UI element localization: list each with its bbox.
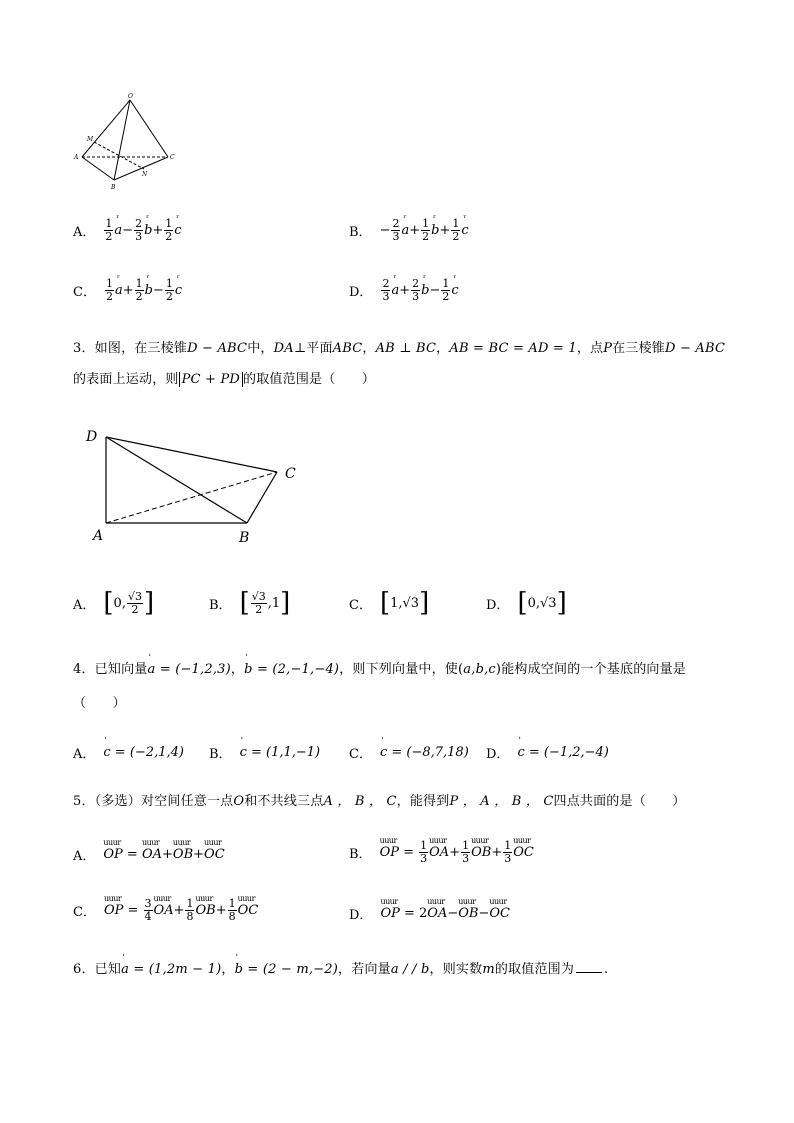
q5-option-d[interactable]: D． uuur OP = 2 uuur OA − uuur OB − uuur OC [349, 904, 510, 923]
q3-stem-line2: 的表面上运动，则 PC + PD 的取值范围是（ ） [73, 372, 376, 387]
q3-pyramid-figure [84, 425, 314, 550]
q3-option-c[interactable]: C． [ 1,√3 ] [349, 588, 430, 618]
q3-label-c: C [285, 466, 296, 482]
q2-option-c[interactable]: C． $\frac{1}{2}$ ʳ a + $\frac{1}{2}$ ʳ b − $\frac{1}{2}$ ʳ c [73, 278, 182, 303]
q4-option-a[interactable]: A． ˈ c = (−2,1,4) [73, 743, 184, 762]
q4-stem-line2: （ ） [73, 696, 126, 711]
q3-label-b: B [239, 530, 250, 546]
q4-option-c[interactable]: C． ˈ c = (−8,7,18) [349, 743, 469, 762]
q3-option-d[interactable]: D． [ 0,√3 ] [486, 588, 567, 618]
q2-label-n: N [142, 171, 148, 178]
q3-label-d: D [86, 429, 98, 445]
q2-option-b[interactable]: B． − $\frac{2}{3}$ ʳ a + $\frac{1}{2}$ ʳ b + $\frac{1}{2}$ ʳ c [349, 218, 469, 243]
q3-option-b[interactable]: B． [ $\frac{√3}{2}$ ,1 ] [209, 588, 291, 618]
q4-option-d[interactable]: D． ˈ c = (−1,2,−4) [486, 743, 609, 762]
q2-tetrahedron-figure [68, 92, 188, 192]
q2-label-b: B [111, 184, 116, 191]
q2-label-a: A [74, 154, 79, 161]
q6-answer-blank[interactable] [576, 972, 602, 973]
q5-option-b[interactable]: B． uuur OP = $\frac{1}{3}$ uuur OA + $\frac{1}{3}$ uuur OB + $\frac{1}{3}$ uuur OC [349, 840, 534, 865]
q3-label-a: A [93, 528, 104, 544]
q6-stem: 6．已知ˈ a = (1,2m − 1)，ˈ b = (2 − m,−2)，若向量a / / b，则实数m的取值范围为 . [73, 958, 608, 977]
q3-option-a[interactable]: A． [ 0, $\frac{√3}{2}$ ] [73, 588, 155, 618]
q2-option-a[interactable]: A． $\frac{1}{2}$ ʳ a − $\frac{2}{3}$ ʳ b + $\frac{1}{2}$ ʳ c [73, 218, 182, 243]
q5-option-c[interactable]: C． uuur OP = $\frac{3}{4}$ uuur OA + $\frac{1}{8}$ uuur OB + $\frac{1}{8}$ uuur OC [73, 898, 258, 923]
q4-stem-line1: 4．已知向量ˈ a = (−1,2,3)，ˈ b = (2,−1,−4)，则下列向量中，使(a,b,c)能构成空间的一个基底的向量是 [73, 658, 686, 677]
q2-option-d[interactable]: D． $\frac{2}{3}$ ʳ a + $\frac{2}{3}$ ʳ b − $\frac{1}{2}$ ʳ c [349, 278, 459, 303]
q5-option-a[interactable]: A． uuur OP = uuur OA + uuur OB + uuur OC [73, 845, 225, 864]
q4-option-b[interactable]: B． ˈ c = (1,1,−1) [209, 743, 320, 762]
q5-stem: 5．（多选）对空间任意一点O和不共线三点A ， B ， C，能得到P ， A ， B ， C四点共面的是（ ） [73, 794, 686, 809]
q2-label-c: C [170, 154, 175, 161]
q3-stem-line1: 3．如图，在三棱锥D − ABC中，DA⊥平面ABC，AB ⊥ BC，AB = BC = AD = 1，点P在三棱锥D − ABC [73, 341, 726, 356]
q2-label-o: O [128, 93, 133, 100]
q2-label-m: M [87, 136, 94, 143]
